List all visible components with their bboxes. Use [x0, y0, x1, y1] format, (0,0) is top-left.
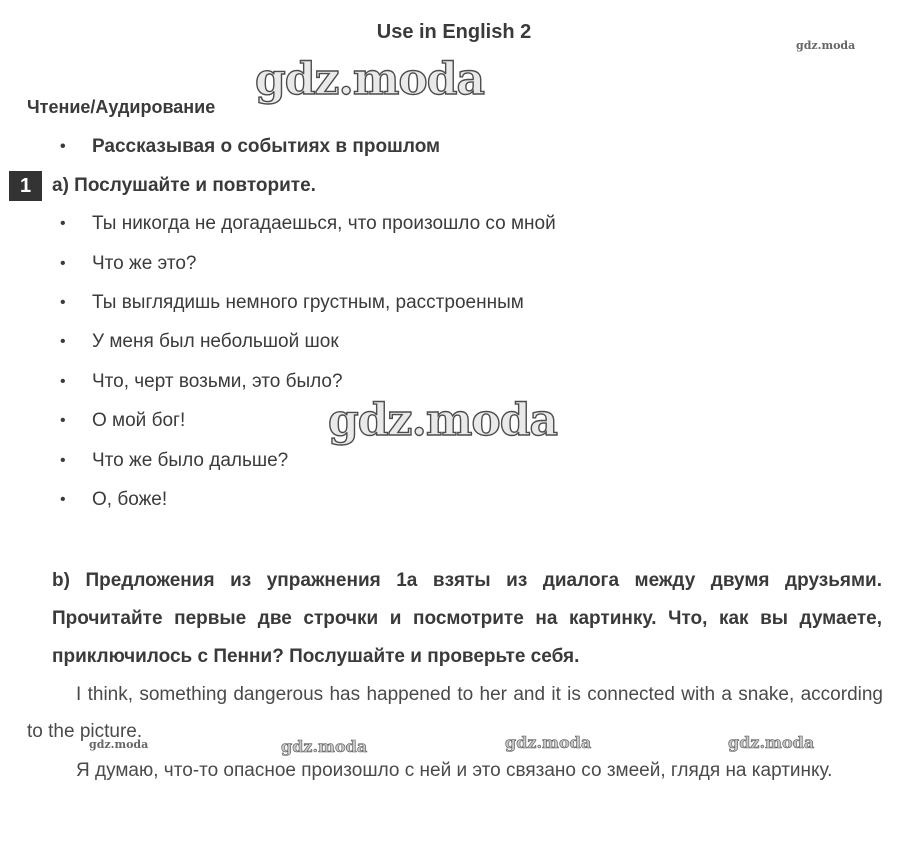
phrase-text: Что же было дальше?	[92, 450, 289, 471]
phrase-text: У меня был небольшой шок	[92, 331, 339, 352]
watermark: gdz.moda	[328, 395, 558, 446]
section-heading: Чтение/Аудирование	[27, 97, 216, 117]
bullet-icon: •	[60, 215, 66, 232]
list-item	[60, 371, 343, 393]
list-item	[60, 410, 185, 432]
bullet-icon: •	[60, 255, 66, 272]
exercise-number-badge: 1	[9, 171, 42, 201]
list-item	[60, 331, 339, 353]
exercise-instruction-a: a) Послушайте и повторите.	[52, 175, 316, 196]
phrase-text: О, боже!	[92, 489, 168, 510]
watermark: gdz.moda	[796, 39, 856, 52]
list-item	[60, 489, 167, 511]
phrase-text: О мой бог!	[92, 410, 186, 431]
bullet-icon: •	[60, 294, 66, 311]
topic-bullet	[60, 136, 440, 158]
bullet-icon: •	[60, 333, 66, 350]
watermark: gdz.moda	[728, 733, 815, 752]
bullet-icon: •	[60, 373, 66, 390]
list-item	[60, 450, 288, 472]
watermark: gdz.moda	[89, 738, 149, 751]
list-item	[60, 292, 524, 314]
phrase-text: Ты никогда не догадаешься, что произошло со мной	[92, 213, 556, 234]
bullet-icon: •	[60, 412, 66, 429]
watermark: gdz.moda	[255, 54, 485, 105]
bullet-icon: •	[60, 491, 66, 508]
watermark: gdz.moda	[505, 733, 592, 752]
list-item	[60, 213, 556, 235]
bullet-icon: •	[60, 138, 66, 155]
list-item	[60, 253, 196, 275]
bullet-icon: •	[60, 452, 66, 469]
page-title: Use in English 2	[376, 21, 532, 43]
answer-english: I think, something dangerous has happened to her and it is connected with a snake, according to the picture.	[27, 684, 883, 742]
phrase-text: Что же это?	[92, 253, 197, 274]
exercise-instruction-b: b) Предложения из упражнения 1a взяты из диалога между двумя друзьями. Прочитайте первые две строчки и посмотрите на картинку. Что, как вы думаете, приключилось с Пенни? Послушайте и проверьте себя.	[52, 570, 882, 667]
topic-text: Рассказывая о событиях в прошлом	[92, 136, 441, 157]
watermark: gdz.moda	[281, 737, 368, 756]
answer-russian: Я думаю, что-то опасное произошло с ней и это связано со змеей, глядя на картинку.	[76, 760, 833, 781]
phrase-text: Что, черт возьми, это было?	[92, 371, 343, 392]
phrase-text: Ты выглядишь немного грустным, расстроенным	[92, 292, 524, 313]
